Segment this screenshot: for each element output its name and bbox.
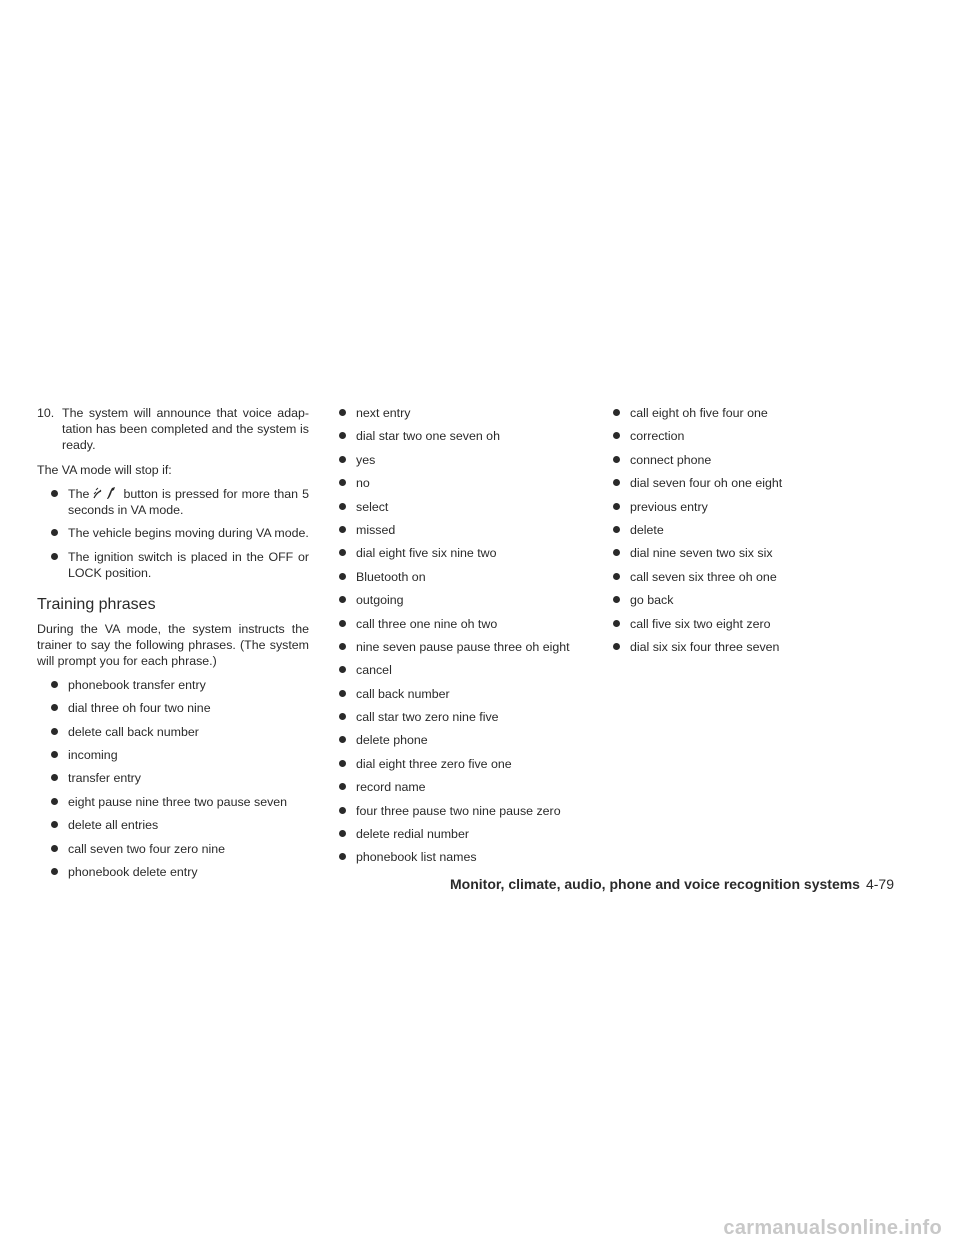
phrase-text: outgoing [356, 593, 404, 608]
column-left [37, 405, 309, 887]
watermark: carmanualsonline.info [723, 1217, 942, 1239]
phrase-text: missed [356, 522, 396, 537]
phrase-item [612, 499, 902, 515]
va-stop-list [37, 486, 309, 581]
bullet-icon [339, 666, 346, 673]
phrase-item [338, 616, 604, 632]
phrase-text: dial seven four oh one eight [630, 476, 783, 491]
phrase-item [50, 724, 309, 740]
bullet-icon [51, 529, 58, 536]
phrase-item [612, 428, 902, 444]
phrase-item [338, 779, 604, 795]
phrase-text: select [356, 499, 389, 514]
phrase-item [612, 545, 902, 561]
phrase-text: previous entry [630, 499, 708, 514]
phrase-item [338, 522, 604, 538]
phrase-text: phonebook delete entry [68, 864, 198, 879]
bullet-icon [339, 783, 346, 790]
footer-section-title: Monitor, climate, audio, phone and voice recognition systems [450, 876, 860, 892]
phrase-item [338, 732, 604, 748]
bullet-icon [613, 409, 620, 416]
bullet-icon [339, 807, 346, 814]
phrase-item [612, 592, 902, 608]
bullet-icon [51, 774, 58, 781]
bullet-icon [613, 526, 620, 533]
phrase-item [50, 770, 309, 786]
phrase-text: nine seven pause pause three oh eight [356, 639, 570, 654]
phrase-text: delete call back number [68, 724, 199, 739]
phrase-list-right [612, 405, 902, 655]
bullet-icon [339, 620, 346, 627]
bullet-icon [51, 490, 58, 497]
bullet-icon [613, 596, 620, 603]
bullet-icon [51, 681, 58, 688]
phrase-item [338, 569, 604, 585]
phrase-item [612, 639, 902, 655]
column-middle [338, 405, 604, 873]
bullet-icon [613, 643, 620, 650]
phrase-text: connect phone [630, 452, 712, 467]
phrase-item [338, 639, 604, 655]
phrase-item [612, 616, 902, 632]
phrase-item [338, 756, 604, 772]
phrase-text: next entry [356, 406, 411, 420]
phrase-item [338, 428, 604, 444]
bullet-icon [339, 409, 346, 416]
phrase-item [338, 452, 604, 468]
phrase-item [338, 709, 604, 725]
phrase-item [50, 747, 309, 763]
phrase-item [338, 545, 604, 561]
phrase-item [338, 499, 604, 515]
bullet-icon [339, 526, 346, 533]
phrase-text: dial eight five six nine two [356, 546, 497, 561]
bullet-icon [51, 751, 58, 758]
phrase-text: delete phone [356, 733, 428, 748]
phrase-item [50, 794, 309, 810]
section-title-training-phrases: Training phrases [37, 595, 156, 613]
phrase-item [338, 592, 604, 608]
training-intro: During the VA mode, the system instructs the trainer to say the following phrases. (The system will prompt you for each phrase.) [37, 621, 309, 668]
phrase-item [612, 452, 902, 468]
bullet-icon [613, 479, 620, 486]
phrase-text: call back number [356, 686, 450, 701]
va-stop-intro: The VA mode will stop if: [37, 463, 172, 477]
list-item [50, 525, 309, 541]
phrase-text: correction [630, 429, 685, 444]
bullet-icon [613, 456, 620, 463]
bullet-icon [339, 456, 346, 463]
bullet-icon [51, 798, 58, 805]
phrase-item [612, 475, 902, 491]
phrase-text: dial six six four three seven [630, 639, 780, 654]
bullet-icon [339, 596, 346, 603]
item-text: The ignition switch is placed in the OFF or LOCK position. [68, 549, 309, 580]
phrase-text: four three pause two nine pause zero [356, 803, 561, 818]
phrase-text: call three one nine oh two [356, 616, 498, 631]
bullet-icon [51, 704, 58, 711]
page-footer [360, 875, 894, 893]
bullet-icon [613, 549, 620, 556]
phrase-item [50, 677, 309, 693]
phone-talk-icon [93, 486, 119, 500]
phrase-item [50, 817, 309, 833]
bullet-icon [51, 553, 58, 560]
phrase-text: record name [356, 780, 426, 795]
phrase-text: dial star two one seven oh [356, 429, 500, 444]
phrase-text: call star two zero nine five [356, 710, 499, 725]
bullet-icon [339, 549, 346, 556]
phrase-text: incoming [68, 747, 118, 762]
phrase-text: cancel [356, 663, 392, 678]
phrase-text: delete all entries [68, 818, 159, 833]
phrase-text: transfer entry [68, 771, 141, 786]
phrase-text: go back [630, 593, 674, 608]
list-item [50, 486, 309, 518]
bullet-icon [339, 830, 346, 837]
phrase-item [50, 841, 309, 857]
bullet-icon [339, 760, 346, 767]
phrase-list-left [37, 677, 309, 880]
phrase-item [50, 864, 309, 880]
bullet-icon [339, 432, 346, 439]
bullet-icon [51, 728, 58, 735]
list-item [50, 549, 309, 581]
phrase-item [50, 700, 309, 716]
item-text-pre: The [68, 487, 90, 501]
phrase-list-middle [338, 405, 604, 865]
phrase-item [612, 405, 902, 421]
item-text: The vehicle begins moving during VA mode. [68, 526, 309, 541]
column-right [612, 405, 902, 662]
phrase-item [338, 662, 604, 678]
phrase-text: call five six two eight zero [630, 616, 771, 631]
phrase-item [338, 803, 604, 819]
phrase-item [338, 686, 604, 702]
bullet-icon [613, 573, 620, 580]
phrase-item [338, 475, 604, 491]
bullet-icon [613, 432, 620, 439]
phrase-item [338, 826, 604, 842]
bullet-icon [339, 736, 346, 743]
bullet-icon [339, 853, 346, 860]
phrase-text: call eight oh five four one [630, 406, 768, 420]
step-number: 10. [37, 406, 55, 420]
phrase-text: no [356, 476, 370, 491]
phrase-text: call seven six three oh one [630, 569, 777, 584]
phrase-item [612, 522, 902, 538]
bullet-icon [51, 845, 58, 852]
bullet-icon [339, 713, 346, 720]
phrase-text: delete redial number [356, 827, 469, 842]
phrase-text: delete [630, 522, 664, 537]
bullet-icon [339, 643, 346, 650]
bullet-icon [51, 868, 58, 875]
phrase-item [338, 849, 604, 865]
phrase-text: eight pause nine three two pause seven [68, 794, 288, 809]
bullet-icon [339, 573, 346, 580]
phrase-text: Bluetooth on [356, 569, 426, 584]
bullet-icon [339, 503, 346, 510]
phrase-text: dial nine seven two six six [630, 546, 773, 561]
phrase-text: phonebook transfer entry [68, 677, 206, 692]
phrase-item [612, 569, 902, 585]
step-text: The system will announce that voice adap-tation has been completed and the system is ready. [62, 406, 309, 452]
phrase-text: phonebook list names [356, 850, 477, 865]
page-number: 4-79 [865, 876, 894, 892]
bullet-icon [613, 503, 620, 510]
bullet-icon [339, 690, 346, 697]
bullet-icon [613, 620, 620, 627]
phrase-text: yes [356, 452, 376, 467]
phrase-text: dial three oh four two nine [68, 701, 211, 716]
bullet-icon [51, 821, 58, 828]
bullet-icon [339, 479, 346, 486]
phrase-text: dial eight three zero five one [356, 756, 512, 771]
phrase-text: call seven two four zero nine [68, 841, 226, 856]
step-10 [37, 405, 309, 453]
item-text-post: button is pressed for more than 5 seconds in VA mode. [68, 487, 309, 517]
phrase-item [338, 405, 604, 421]
